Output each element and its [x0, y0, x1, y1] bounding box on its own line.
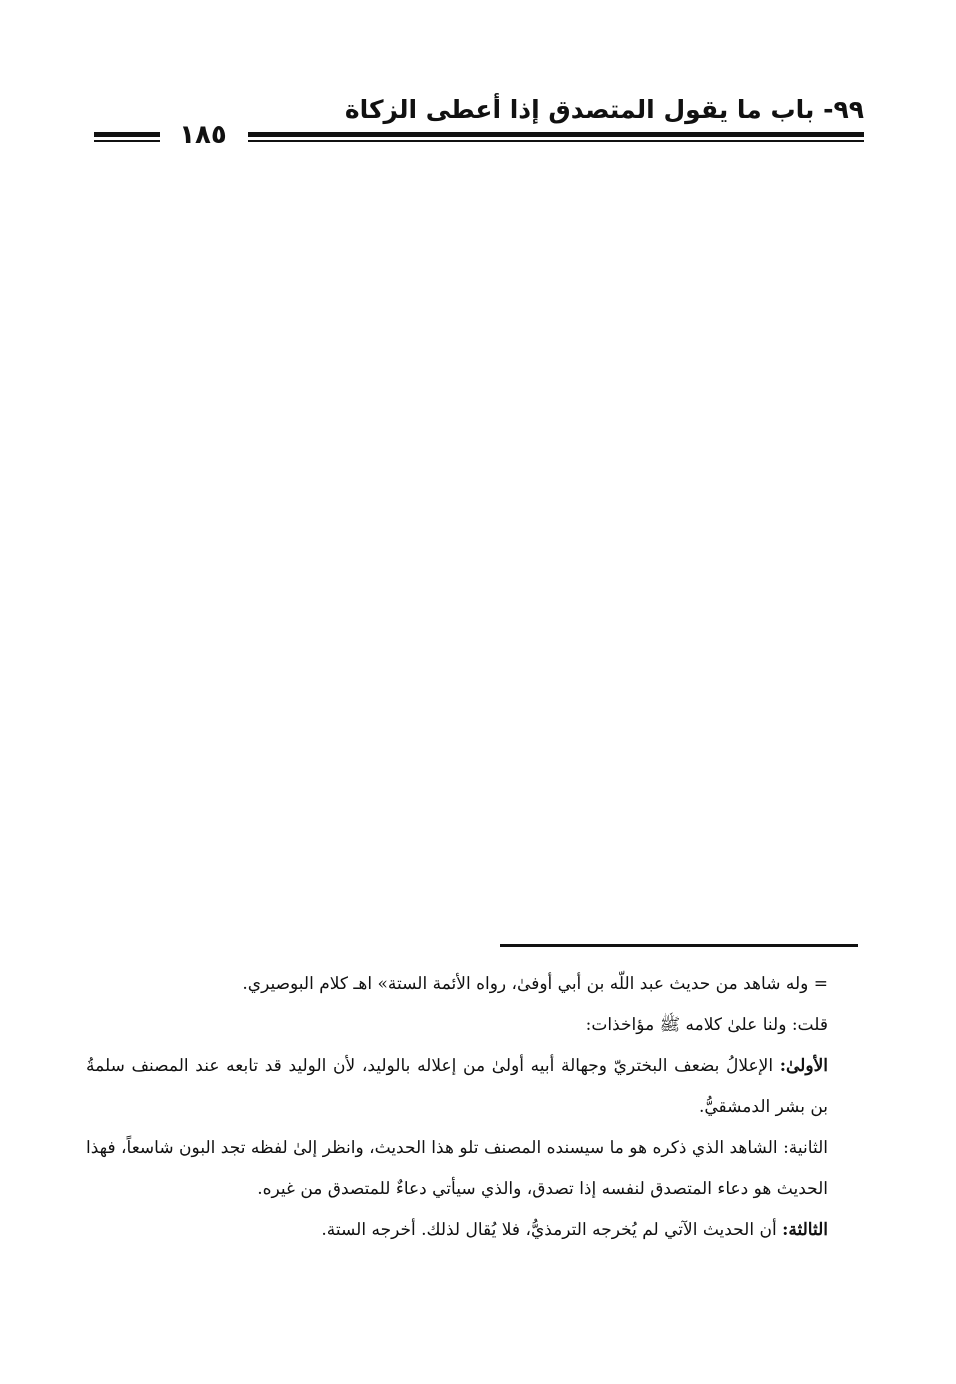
footnote-point-first — [86, 1046, 828, 1128]
page-number: ١٨٥ — [179, 120, 227, 150]
header-rule-long — [248, 132, 864, 144]
footnote-remark: قلت: ولنا علىٰ كلامه ﷺ مؤاخذات: — [585, 1015, 828, 1035]
chapter-title: ٩٩- باب ما يقول المتصدق إذا أعطى الزكاة — [344, 95, 864, 124]
point-first-text: الإعلالُ بضعف البختريّ وجهالة أبيه أولىٰ من إعلاله بالوليد، لأن الوليد قد تابعه عند المصنف سلمةُ بن بشر الدمشقيُّ. — [86, 1056, 828, 1117]
header-rule-short-thin — [94, 140, 160, 142]
point-third-text: أن الحديث الآتي لم يُخرجه الترمذيُّ، فلا يُقال لذلك. أخرجه الستة. — [321, 1220, 783, 1240]
footnote-point-second: الثانية: الشاهد الذي ذكره هو ما سيسنده المصنف تلو هذا الحديث، وانظر إلىٰ لفظه تجد البون شاسعاً، فهذا الحديث هو دعاء المتصدق لنفسه إذا تصدق، والذي سيأتي دعاءٌ للمتصدق من غيره. — [86, 1138, 828, 1199]
footnote-point-third — [86, 1210, 828, 1251]
header-rule-thick — [248, 132, 864, 137]
header-rule-thin — [248, 140, 864, 142]
footnote-separator — [500, 944, 858, 947]
footnotes — [86, 964, 828, 1251]
header-rule-short-thick — [94, 132, 160, 137]
footnote-continuation: = وله شاهد من حديث عبد اللّه بن أبي أوفىٰ، رواه الأئمة الستة» اهـ كلام البوصيري. — [242, 974, 828, 994]
header-rule-short — [94, 132, 160, 144]
point-third-label: الثالثة: — [782, 1220, 828, 1240]
point-first-label: الأولىٰ: — [779, 1056, 828, 1076]
